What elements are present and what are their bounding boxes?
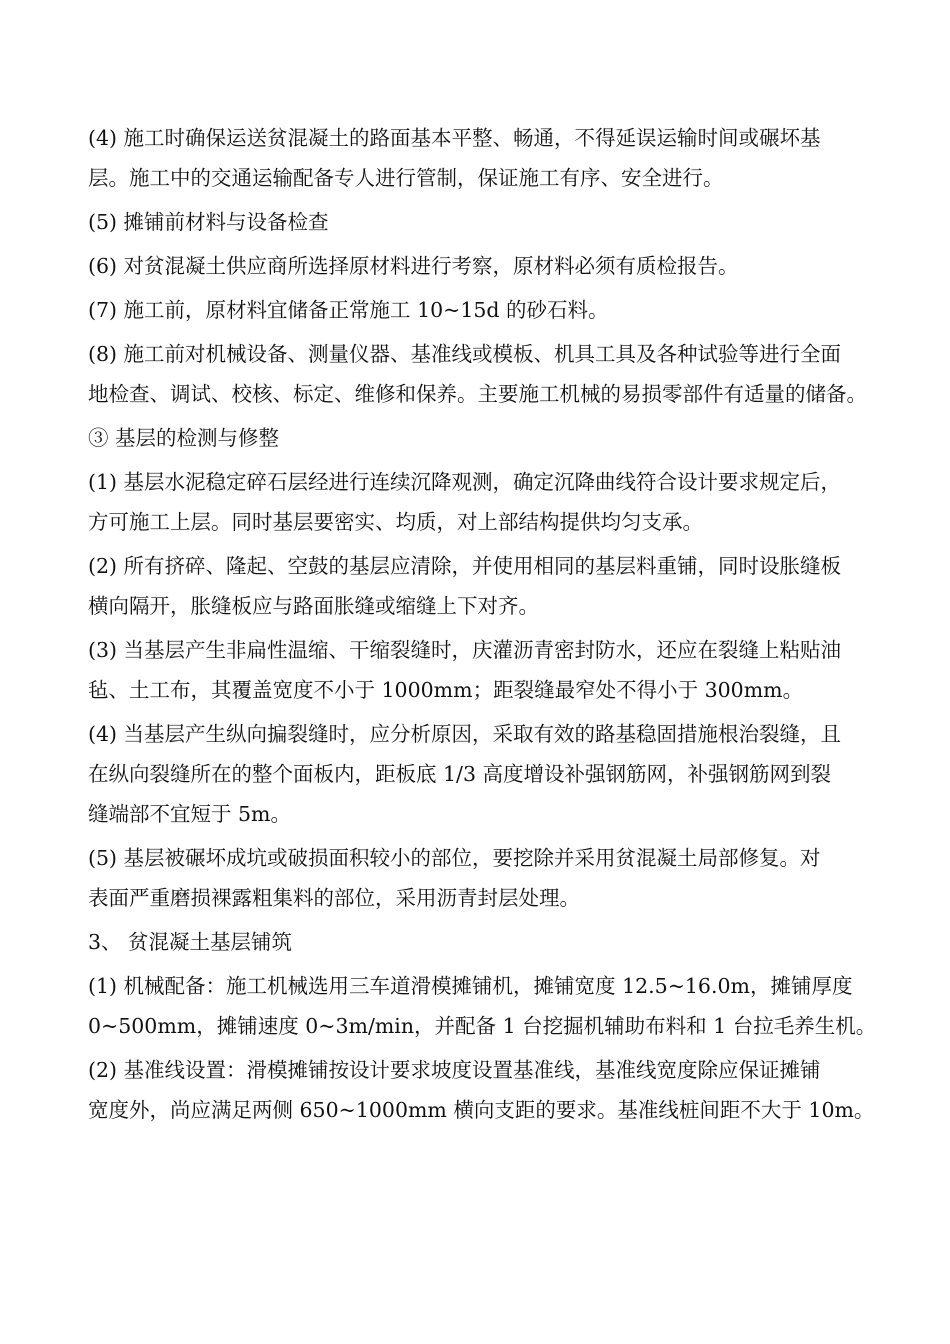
document-body: [88, 118, 888, 1134]
text-line: 宽度外，尚应满足两侧 650~1000mm 横向支距的要求。基准线桩间距不大于 10m。: [88, 1098, 875, 1122]
paragraph-2-reference-line: [88, 1050, 888, 1130]
text-line: 毡、土工布，其覆盖宽度不小于 1000mm；距裂缝最窄处不得小于 300mm。: [88, 678, 804, 702]
text-line: (1) 机械配备：施工机械选用三车道滑模摊铺机，摊铺宽度 12.5~16.0m，摊铺厚度: [88, 974, 853, 998]
paragraph-3-shrinkage-cracks: [88, 630, 888, 710]
text-line: 在纵向裂缝所在的整个面板内，距板底 1/3 高度增设补强钢筋网，补强钢筋网到裂: [88, 762, 832, 786]
section-heading-base-paving: [88, 922, 888, 962]
paragraph-4-longitudinal-cracks: [88, 714, 888, 834]
heading-text: ③ 基层的检测与修整: [88, 426, 280, 450]
paragraph-6-supplier-inspection: [88, 246, 888, 286]
text-line: (4) 施工时确保运送贫混凝土的路面基本平整、畅通，不得延误运输时间或碾坏基: [88, 126, 821, 150]
text-line: 横向隔开，胀缝板应与路面胀缝或缩缝上下对齐。: [88, 594, 539, 618]
text-line: (5) 摊铺前材料与设备检查: [88, 210, 329, 234]
text-line: (1) 基层水泥稳定碎石层经进行连续沉降观测，确定沉降曲线符合设计要求规定后，: [88, 470, 842, 494]
paragraph-8-equipment-check: [88, 334, 888, 414]
text-line: (4) 当基层产生纵向揙裂缝时，应分析原因，采取有效的路基稳固措施根治裂缝，且: [88, 722, 842, 746]
paragraph-1-machinery: [88, 966, 888, 1046]
text-line: 0~500mm，摊铺速度 0~3m/min，并配备 1 台挖掘机辅助布料和 1 台拉毛养生机。: [88, 1014, 877, 1038]
text-line: (3) 当基层产生非扁性温缩、干缩裂缝时，庆灌沥青密封防水，还应在裂缝上粘贴油: [88, 638, 842, 662]
text-line: (2) 所有挤碎、隆起、空鼓的基层应清除，并使用相同的基层料重铺，同时设胀缝板: [88, 554, 842, 578]
text-line: 方可施工上层。同时基层要密实、均质，对上部结构提供均匀支承。: [88, 510, 703, 534]
paragraph-7-material-reserve: [88, 290, 888, 330]
paragraph-2-base-removal: [88, 546, 888, 626]
text-line: 层。施工中的交通运输配备专人进行管制，保证施工有序、安全进行。: [88, 166, 724, 190]
paragraph-4-road-condition: [88, 118, 888, 198]
text-line: 表面严重磨损裸露粗集料的部位，采用沥青封层处理。: [88, 886, 580, 910]
heading-text: 3、 贫混凝土基层铺筑: [88, 930, 293, 954]
text-line: (6) 对贫混凝土供应商所选择原材料进行考察，原材料必须有质检报告。: [88, 254, 739, 278]
text-line: (5) 基层被碾坏成坑或破损面积较小的部位，要挖除并采用贫混凝土局部修复。对: [88, 846, 821, 870]
text-line: (7) 施工前，原材料宜储备正常施工 10~15d 的砂石料。: [88, 298, 609, 322]
text-line: 地检查、调试、校核、标定、维修和保养。主要施工机械的易损零部件有适量的储备。: [88, 382, 867, 406]
text-line: (8) 施工前对机械设备、测量仪器、基准线或模板、机具工具及各种试验等进行全面: [88, 342, 842, 366]
paragraph-5-local-repair: [88, 838, 888, 918]
paragraph-5-material-check: [88, 202, 888, 242]
text-line: 缝端部不宜短于 5m。: [88, 802, 291, 826]
paragraph-1-settlement: [88, 462, 888, 542]
section-heading-base-inspection: [88, 418, 888, 458]
text-line: (2) 基准线设置：滑模摊铺按设计要求坡度设置基准线，基准线宽度除应保证摊铺: [88, 1058, 821, 1082]
